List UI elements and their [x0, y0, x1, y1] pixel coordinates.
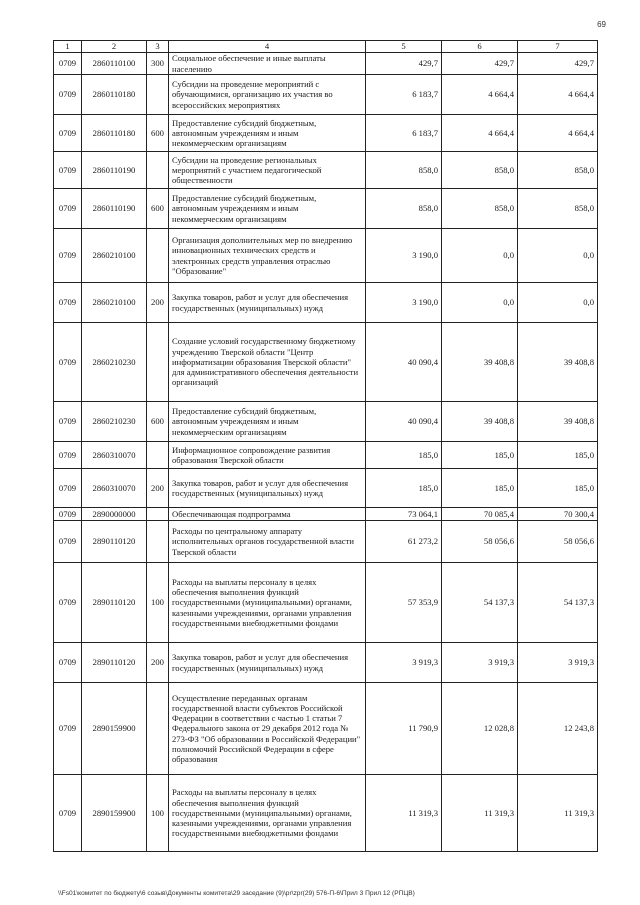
cell-amount-3: 58 056,6 [518, 521, 598, 563]
cell-section: 0709 [54, 563, 82, 643]
table-row [54, 402, 598, 442]
cell-name: Расходы на выплаты персоналу в целях обеспечения выполнения функций государственными (муниципальными) органами, казенными учреждениями, органами управления государственными внебюджетными фондами [169, 775, 366, 852]
cell-amount-3: 3 919,3 [518, 643, 598, 683]
cell-expense-type: 100 [147, 775, 169, 852]
cell-expense-type: 200 [147, 643, 169, 683]
header-col-1: 1 [54, 41, 82, 53]
cell-amount-3: 858,0 [518, 152, 598, 189]
cell-section: 0709 [54, 402, 82, 442]
cell-amount-2: 858,0 [442, 189, 518, 229]
cell-expense-type [147, 229, 169, 283]
cell-section: 0709 [54, 229, 82, 283]
cell-name: Субсидии на проведение мероприятий с обучающимися, организацию их участия во всероссийских мероприятиях [169, 75, 366, 115]
cell-amount-2: 39 408,8 [442, 323, 518, 402]
cell-target-article: 2890110120 [82, 643, 147, 683]
cell-amount-1: 3 190,0 [366, 283, 442, 323]
cell-target-article: 2860210100 [82, 283, 147, 323]
cell-target-article: 2890000000 [82, 508, 147, 521]
cell-section: 0709 [54, 508, 82, 521]
cell-amount-1: 57 353,9 [366, 563, 442, 643]
cell-name: Осуществление переданных органам государственной власти субъектов Российской Федерации в соответствии с частью 1 статьи 7 Федерального закона от 29 декабря 2012 года № 273-ФЗ "Об образовании в Российской Федерации" полномочий Российской Федерации в сфере образования [169, 683, 366, 775]
cell-section: 0709 [54, 643, 82, 683]
cell-amount-3: 4 664,4 [518, 115, 598, 152]
cell-expense-type [147, 508, 169, 521]
cell-amount-1: 73 064,1 [366, 508, 442, 521]
cell-amount-2: 429,7 [442, 53, 518, 75]
page-number: 69 [597, 20, 606, 29]
cell-section: 0709 [54, 683, 82, 775]
cell-expense-type: 200 [147, 469, 169, 508]
cell-amount-2: 3 919,3 [442, 643, 518, 683]
header-col-2: 2 [82, 41, 147, 53]
header-col-3: 3 [147, 41, 169, 53]
cell-name: Расходы на выплаты персоналу в целях обеспечения выполнения функций государственными (муниципальными) органами, казенными учреждениями, органами управления государственными внебюджетными фондами [169, 563, 366, 643]
cell-name: Создание условий государственному бюджетному учреждению Тверской области "Центр информатизации образования Тверской области" для административного обеспечения деятельности организаций [169, 323, 366, 402]
cell-section: 0709 [54, 189, 82, 229]
cell-amount-3: 858,0 [518, 189, 598, 229]
cell-amount-1: 3 190,0 [366, 229, 442, 283]
cell-target-article: 2890110120 [82, 563, 147, 643]
cell-amount-1: 40 090,4 [366, 323, 442, 402]
cell-section: 0709 [54, 53, 82, 75]
cell-amount-2: 39 408,8 [442, 402, 518, 442]
cell-amount-2: 54 137,3 [442, 563, 518, 643]
cell-amount-2: 0,0 [442, 283, 518, 323]
cell-amount-3: 429,7 [518, 53, 598, 75]
cell-section: 0709 [54, 152, 82, 189]
cell-amount-1: 858,0 [366, 152, 442, 189]
cell-amount-2: 70 085,4 [442, 508, 518, 521]
table-row [54, 323, 598, 402]
cell-expense-type: 300 [147, 53, 169, 75]
cell-target-article: 2890159900 [82, 775, 147, 852]
header-col-5: 5 [366, 41, 442, 53]
cell-amount-3: 39 408,8 [518, 323, 598, 402]
table-row [54, 775, 598, 852]
cell-name: Закупка товаров, работ и услуг для обеспечения государственных (муниципальных) нужд [169, 283, 366, 323]
cell-amount-1: 40 090,4 [366, 402, 442, 442]
cell-expense-type [147, 323, 169, 402]
cell-target-article: 2860110180 [82, 115, 147, 152]
table-row [54, 643, 598, 683]
cell-amount-3: 185,0 [518, 469, 598, 508]
cell-amount-2: 11 319,3 [442, 775, 518, 852]
cell-amount-1: 11 790,9 [366, 683, 442, 775]
cell-name: Информационное сопровождение развития образования Тверской области [169, 442, 366, 469]
cell-name: Предоставление субсидий бюджетным, автономным учреждениям и иным некоммерческим организациям [169, 189, 366, 229]
cell-name: Закупка товаров, работ и услуг для обеспечения государственных (муниципальных) нужд [169, 643, 366, 683]
cell-target-article: 2860210100 [82, 229, 147, 283]
cell-name: Закупка товаров, работ и услуг для обеспечения государственных (муниципальных) нужд [169, 469, 366, 508]
cell-section: 0709 [54, 75, 82, 115]
cell-amount-3: 4 664,4 [518, 75, 598, 115]
cell-target-article: 2860210230 [82, 323, 147, 402]
table-row [54, 469, 598, 508]
table-row [54, 75, 598, 115]
cell-amount-3: 0,0 [518, 229, 598, 283]
table-row [54, 683, 598, 775]
cell-expense-type [147, 75, 169, 115]
header-row [54, 41, 598, 53]
cell-amount-2: 185,0 [442, 442, 518, 469]
budget-table [53, 40, 598, 852]
cell-expense-type: 600 [147, 189, 169, 229]
header-col-6: 6 [442, 41, 518, 53]
cell-amount-1: 6 183,7 [366, 115, 442, 152]
cell-target-article: 2890110120 [82, 521, 147, 563]
cell-expense-type: 200 [147, 283, 169, 323]
cell-section: 0709 [54, 775, 82, 852]
cell-amount-2: 4 664,4 [442, 75, 518, 115]
cell-target-article: 2860110190 [82, 189, 147, 229]
cell-amount-2: 58 056,6 [442, 521, 518, 563]
cell-amount-3: 54 137,3 [518, 563, 598, 643]
footer-file-path: \\Fs01\комитет по бюджету\6 созыв\Документы комитета\29 заседание (9)\pr\zpr(29) 576-П-6\Прил 3 Прил 12 (РПЦВ) [58, 890, 415, 897]
cell-amount-3: 11 319,3 [518, 775, 598, 852]
cell-expense-type: 600 [147, 402, 169, 442]
cell-section: 0709 [54, 283, 82, 323]
cell-name: Предоставление субсидий бюджетным, автономным учреждениям и иным некоммерческим организациям [169, 115, 366, 152]
cell-expense-type: 600 [147, 115, 169, 152]
cell-target-article: 2860110100 [82, 53, 147, 75]
table-row [54, 115, 598, 152]
cell-section: 0709 [54, 442, 82, 469]
table-row [54, 229, 598, 283]
table-row [54, 283, 598, 323]
cell-name: Субсидии на проведение региональных мероприятий с участием педагогической общественности [169, 152, 366, 189]
cell-section: 0709 [54, 469, 82, 508]
cell-amount-1: 61 273,2 [366, 521, 442, 563]
cell-expense-type: 100 [147, 563, 169, 643]
table-row [54, 189, 598, 229]
cell-amount-1: 6 183,7 [366, 75, 442, 115]
cell-amount-1: 429,7 [366, 53, 442, 75]
table-row [54, 442, 598, 469]
cell-target-article: 2860110180 [82, 75, 147, 115]
cell-amount-3: 39 408,8 [518, 402, 598, 442]
cell-amount-2: 0,0 [442, 229, 518, 283]
cell-amount-3: 185,0 [518, 442, 598, 469]
cell-name: Предоставление субсидий бюджетным, автономным учреждениям и иным некоммерческим организациям [169, 402, 366, 442]
table-row [54, 152, 598, 189]
cell-name: Обеспечивающая подпрограмма [169, 508, 366, 521]
cell-name: Социальное обеспечение и иные выплаты населению [169, 53, 366, 75]
cell-expense-type [147, 442, 169, 469]
cell-expense-type [147, 521, 169, 563]
cell-expense-type [147, 683, 169, 775]
cell-section: 0709 [54, 323, 82, 402]
cell-amount-1: 11 319,3 [366, 775, 442, 852]
cell-amount-2: 12 028,8 [442, 683, 518, 775]
cell-target-article: 2860210230 [82, 402, 147, 442]
cell-amount-1: 858,0 [366, 189, 442, 229]
cell-amount-2: 4 664,4 [442, 115, 518, 152]
table-row [54, 508, 598, 521]
cell-amount-2: 858,0 [442, 152, 518, 189]
table-row [54, 521, 598, 563]
cell-section: 0709 [54, 521, 82, 563]
cell-target-article: 2860310070 [82, 442, 147, 469]
cell-name: Расходы по центральному аппарату исполнительных органов государственной власти Тверской области [169, 521, 366, 563]
header-col-4: 4 [169, 41, 366, 53]
cell-amount-3: 70 300,4 [518, 508, 598, 521]
cell-section: 0709 [54, 115, 82, 152]
cell-target-article: 2890159900 [82, 683, 147, 775]
cell-expense-type [147, 152, 169, 189]
cell-target-article: 2860110190 [82, 152, 147, 189]
cell-amount-3: 12 243,8 [518, 683, 598, 775]
table-row [54, 563, 598, 643]
cell-name: Организация дополнительных мер по внедрению инновационных технических средств и электронных средств управления отраслью "Образование" [169, 229, 366, 283]
cell-amount-1: 185,0 [366, 442, 442, 469]
cell-target-article: 2860310070 [82, 469, 147, 508]
cell-amount-2: 185,0 [442, 469, 518, 508]
cell-amount-1: 185,0 [366, 469, 442, 508]
cell-amount-3: 0,0 [518, 283, 598, 323]
table-row [54, 53, 598, 75]
header-col-7: 7 [518, 41, 598, 53]
cell-amount-1: 3 919,3 [366, 643, 442, 683]
